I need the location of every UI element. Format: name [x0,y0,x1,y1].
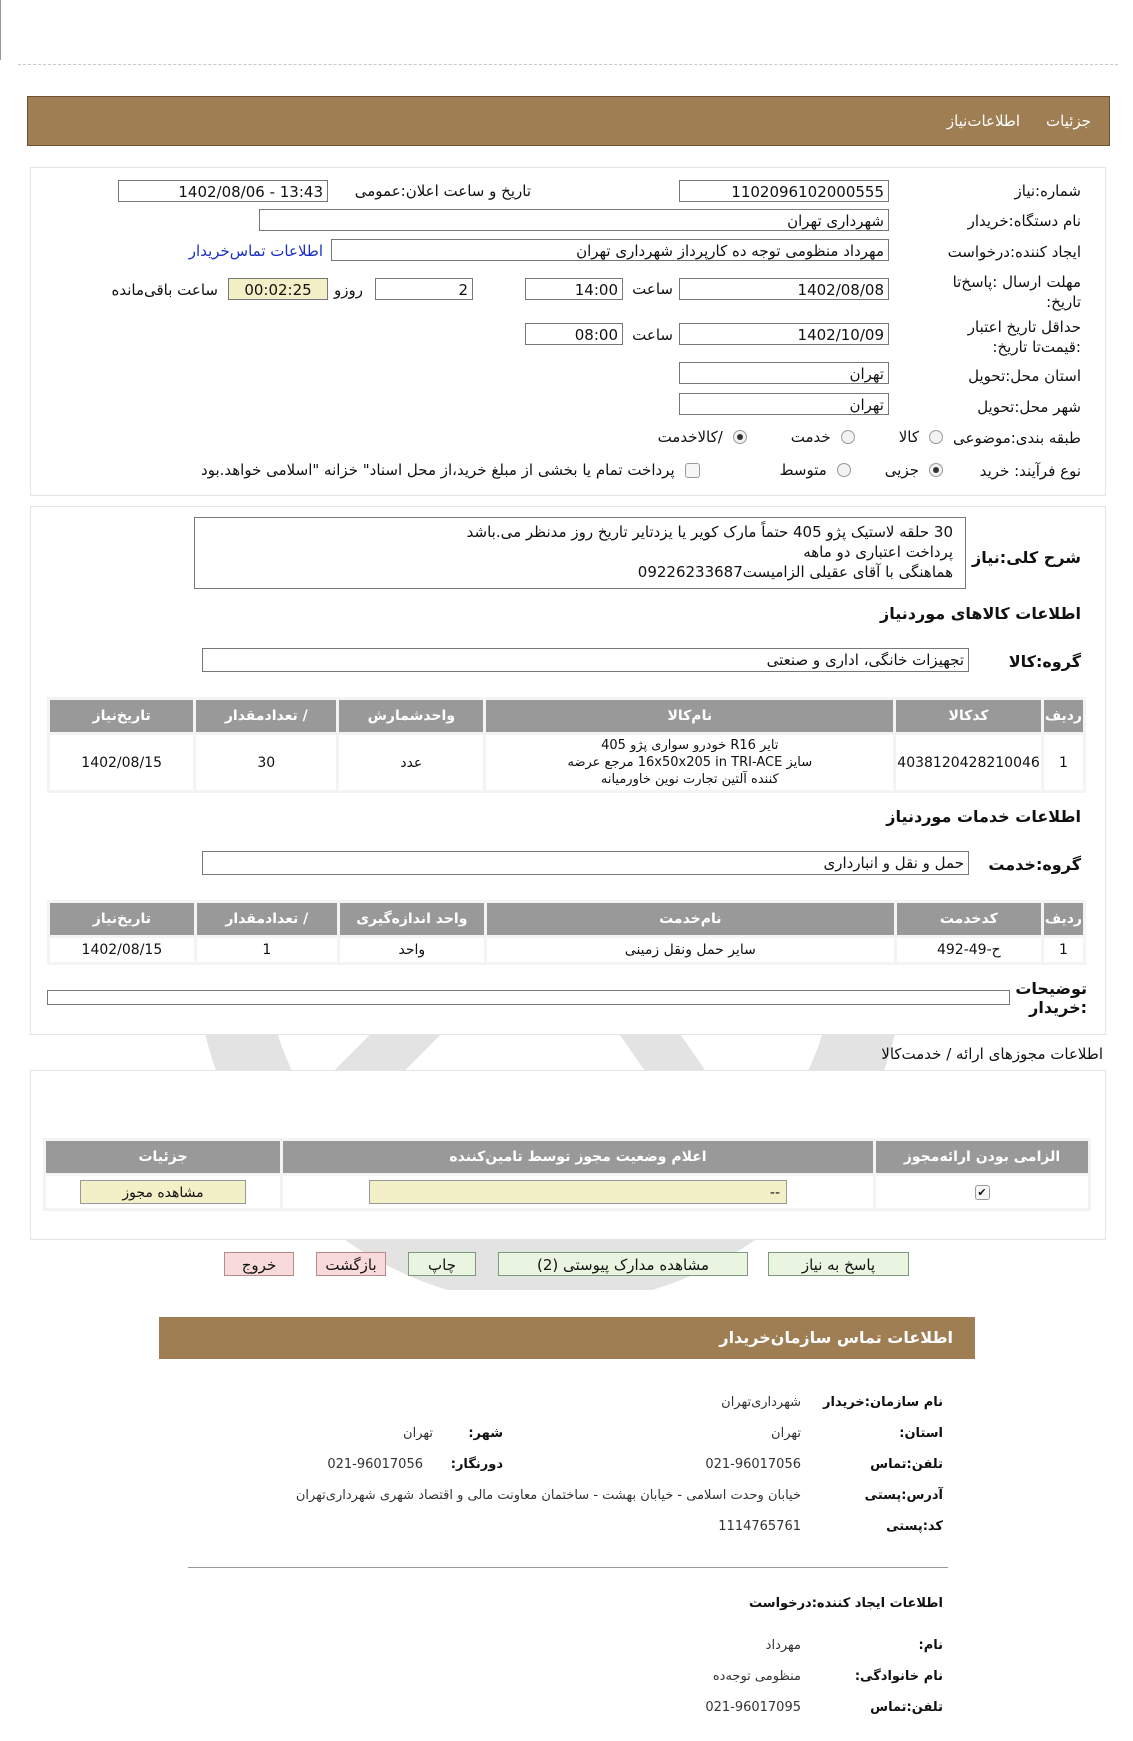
col-details: جزئیات [46,1141,280,1173]
deadline-time-field: 14:00 [525,278,623,300]
province-contact-value: تهران [771,1426,801,1441]
service-row-code: ح-49-492 [897,938,1041,962]
col-date: تاریخ‌نیاز [50,700,193,732]
services-group-label: گروه:خدمت [988,855,1081,874]
goods-name-line-1: تایر R16 خودرو سواری پژو 405 [601,738,779,753]
service-row-index: 1 [1044,938,1083,962]
fax-value: 021-96017056 [327,1457,423,1472]
validity-date-field: 1402/10/09 [679,323,889,345]
services-group-field: حمل و نقل و انبارداری [202,851,969,875]
buyer-label: نام دستگاه:خریدار [967,212,1081,230]
col-row: ردیف [1044,903,1083,935]
exit-button[interactable]: خروج [224,1252,294,1276]
address-value: خیابان وحدت اسلامی - خیابان بهشت - ساختمان معاونت مالی و اقتصاد شهری شهرداری‌تهران [295,1488,801,1503]
col-unit: واحد اندازه‌گیری [340,903,484,935]
col-name: نام‌کالا [486,700,893,732]
services-table [47,900,1086,965]
permits-title: اطلاعات مجوزهای ارائه / خدمت‌کالا [881,1045,1103,1063]
treasury-note: پرداخت تمام یا بخشی از مبلغ خرید،از محل اسناد" خزانه "اسلامی خواهد.بود [201,461,675,479]
table-row [46,1176,1088,1208]
details-header-bar [27,96,1110,146]
permit-status-field: -- [369,1180,787,1204]
announce-label: تاریخ و ساعت اعلان:عمومی [354,182,531,200]
creator-phone-value: 021-96017095 [705,1700,801,1715]
services-table-header [50,903,1083,935]
remaining-label: ساعت باقی‌مانده [111,281,218,299]
radio-partial-label: جزیی [884,461,919,479]
col-unit: واحدشمارش [339,700,483,732]
radio-medium-label: متوسط [779,461,827,479]
col-status: اعلام وضعیت مجوز توسط تامین‌کننده [283,1141,873,1173]
city-label: شهر محل:تحویل [977,398,1081,416]
deadline-date-field: 1402/08/08 [679,278,889,300]
category-radio-group [658,428,943,446]
goods-row-qty: 30 [196,735,336,790]
validity-label: حداقل تاریخ اعتبار :قیمت‌تا تاریخ: [967,318,1081,356]
city-contact-value: تهران [403,1426,433,1441]
radio-medium[interactable] [837,463,851,477]
attachments-button[interactable]: مشاهده مدارک پیوستی (2) [498,1252,748,1276]
creator-label: ایجاد کننده:درخواست [947,243,1081,261]
buyer-notes-box [47,990,1010,1005]
address-label: آدرس:پستی [864,1488,943,1503]
radio-goods-service[interactable] [733,430,747,444]
goods-name-line-3: کننده آلتین تجارت نوین خاورمیانه [600,772,779,787]
col-qty: / تعدادمقدار [196,700,336,732]
radio-service-label: خدمت [790,428,831,446]
col-date: تاریخ‌نیاز [50,903,194,935]
process-label: نوع فرآیند: خرید [979,462,1081,480]
process-radio-group [201,461,943,479]
radio-service[interactable] [841,430,855,444]
creator-family-label: نام خانوادگی: [854,1669,943,1684]
province-label: استان محل:تحویل [968,367,1081,385]
description-box [194,517,966,589]
table-row [50,735,1083,790]
goods-row-date: 1402/08/15 [50,735,193,790]
category-label: طبقه بندی:موضوعی [953,429,1081,447]
deadline-time-label: ساعت [632,280,673,298]
contact-divider [188,1567,948,1568]
tab-details[interactable]: جزئیات [1046,112,1091,130]
tab-need-info[interactable]: اطلاعات‌نیاز [946,112,1021,130]
goods-group-field: تجهیزات خانگی، اداری و صنعتی [202,648,969,672]
phone-label: تلفن:تماس [870,1457,943,1472]
treasury-checkbox[interactable] [685,463,700,478]
validity-time-field: 08:00 [525,323,623,345]
radio-goods-label: کالا [898,428,919,446]
service-row-name: سایر حمل ونقل زمینی [487,938,894,962]
postal-value: 1114765761 [718,1519,801,1534]
goods-group-label: گروه:کالا [1008,652,1081,671]
creator-phone-label: تلفن:تماس [870,1700,943,1715]
description-line-3: هماهنگی با آقای عقیلی الزامیست09226233687 [637,563,953,581]
col-qty: / تعدادمقدار [197,903,337,935]
goods-row-unit: عدد [339,735,483,790]
col-row: ردیف [1044,700,1083,732]
col-code: کدخدمت [897,903,1041,935]
service-row-date: 1402/08/15 [50,938,194,962]
status-cell [283,1176,873,1208]
services-section-title: اطلاعات خدمات موردنیاز [886,807,1081,826]
description-line-1: 30 حلقه لاستیک پژو 405 حتماً مارک کویر یا یزدتایر تاریخ روز مدنظر می.باشد [466,523,953,541]
permits-table [43,1138,1091,1211]
buyer-contact-header [159,1317,975,1359]
reply-button[interactable]: پاسخ به نیاز [768,1252,909,1276]
goods-section-title: اطلاعات کالاهای موردنیاز [880,604,1081,623]
deadline-label: مهلت ارسال :پاسخ‌تا تاریخ: [952,273,1081,311]
org-label: نام سازمان:خریدار [823,1395,943,1410]
org-value: شهرداری‌تهران [721,1395,801,1410]
view-permit-button[interactable]: مشاهده مجوز [80,1180,246,1204]
required-cell [876,1176,1088,1208]
radio-goods[interactable] [929,430,943,444]
top-divider [18,64,1118,65]
creator-family-value: منظومی توجه‌ده [712,1669,801,1684]
need-number-field: 1102096102000555 [679,180,889,202]
days-label: روزو [334,281,363,299]
province-field: تهران [679,362,889,384]
description-line-2: پرداخت اعتباری دو ماهه [803,543,953,561]
days-field: 2 [375,278,473,300]
buyer-contact-title: اطلاعات تماس سازمان‌خریدار [719,1328,953,1347]
province-contact-label: استان: [899,1426,943,1441]
permits-table-header [46,1141,1088,1173]
buyer-notes-label: توضیحات :خریدار [1015,979,1087,1017]
goods-row-name [486,735,893,790]
page-edge-rule [0,0,1,60]
postal-label: کد:پستی [886,1519,943,1534]
creator-section-title: اطلاعات ایجاد کننده:درخواست [749,1596,943,1611]
phone-value: 021-96017056 [705,1457,801,1472]
city-contact-label: شهر: [468,1426,503,1441]
creator-name-label: نام: [918,1638,943,1653]
announce-field: 1402/08/06 - 13:43 [118,180,328,202]
goods-table [47,697,1086,793]
need-number-label: شماره:نیاز [1014,182,1081,200]
goods-name-line-2: سایز 16x50x205 in TRI-ACE مرجع عرضه [567,755,813,770]
validity-time-label: ساعت [632,326,673,344]
col-name: نام‌خدمت [487,903,894,935]
col-code: کدکالا [896,700,1041,732]
buyer-field: شهرداری تهران [259,209,889,231]
goods-table-header [50,700,1083,732]
back-button[interactable]: بازگشت [316,1252,386,1276]
details-cell [46,1176,280,1208]
remaining-timer: 00:02:25 [228,278,328,300]
fax-label: دورنگار: [450,1457,503,1472]
print-button[interactable]: چاپ [408,1252,476,1276]
description-label: شرح کلی:نیاز [972,548,1081,567]
service-row-unit: واحد [340,938,484,962]
buyer-contact-link[interactable]: اطلاعات تماس‌خریدار [188,242,323,260]
goods-row-code: 4038120428210046 [896,735,1041,790]
city-field: تهران [679,393,889,415]
creator-name-value: مهرداد [765,1638,801,1653]
radio-partial[interactable] [929,463,943,477]
table-row [50,938,1083,962]
required-checkbox: ✔ [975,1185,990,1200]
goods-row-index: 1 [1044,735,1083,790]
col-required: الزامی بودن ارائه‌مجوز [876,1141,1088,1173]
creator-field: مهرداد منظومی توجه ده کارپرداز شهرداری تهران [331,239,889,261]
service-row-qty: 1 [197,938,337,962]
radio-goods-service-label: /کالاخدمت [657,428,723,446]
